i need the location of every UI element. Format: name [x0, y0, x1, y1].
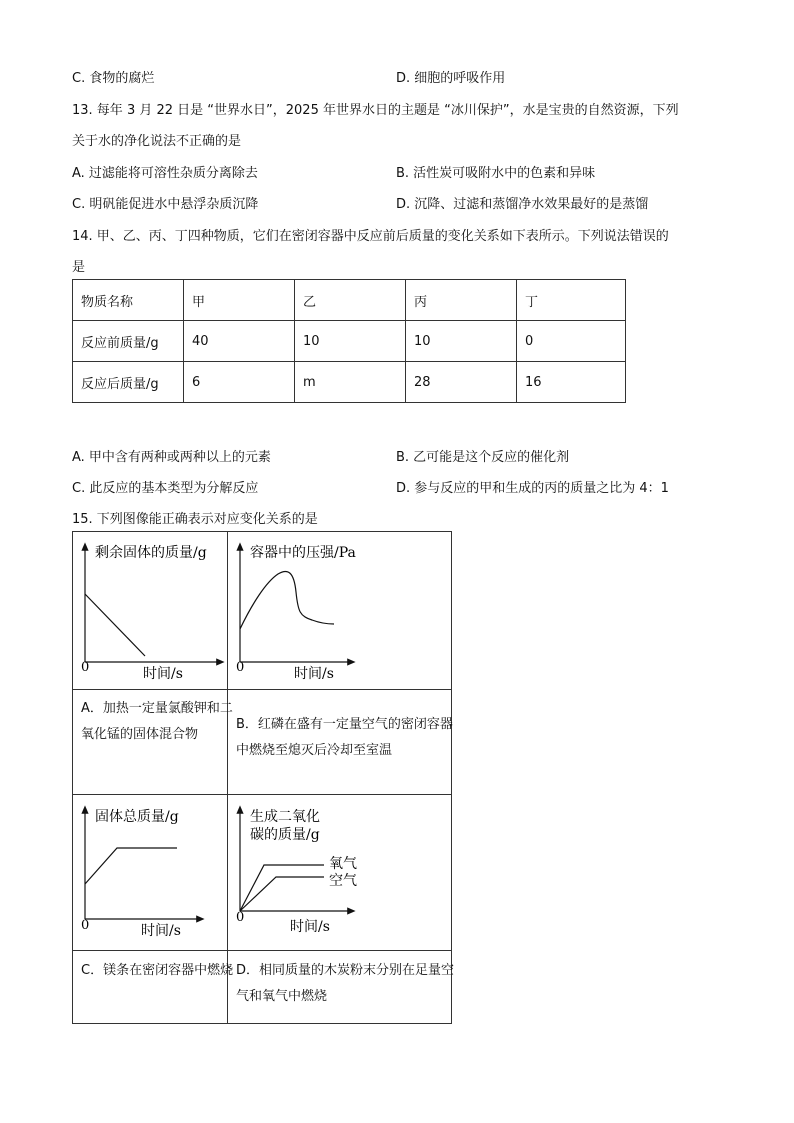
graph-d-line-oxygen [240, 865, 324, 911]
x-axis-label: 时间/s [290, 919, 330, 935]
table-cell: 丁 [517, 280, 626, 321]
graph-b [228, 532, 452, 689]
q13-option-b: B. 活性炭可吸附水中的色素和异味 [396, 166, 596, 181]
graph-d [228, 795, 452, 950]
q13-options-row1 [72, 162, 732, 186]
q14-option-b: B. 乙可能是这个反应的催化剂 [396, 450, 570, 465]
y-axis-label-line2: 碳的质量/g [250, 827, 320, 843]
x-axis-label: 时间/s [143, 666, 183, 682]
table-row [73, 362, 626, 403]
grid-divider [73, 689, 451, 690]
q13-stem-line2: 关于水的净化说法不正确的是 [72, 134, 242, 149]
graph-d-caption: D．相同质量的木炭粉末分别在足量空气和氧气中燃烧 [236, 963, 455, 1004]
series-label-oxygen: 氧气 [329, 856, 357, 872]
series-label-air: 空气 [329, 873, 357, 889]
origin-label: 0 [236, 660, 245, 675]
y-axis-label-line1: 生成二氧化 [250, 809, 320, 825]
q12-option-c: C. 食物的腐烂 [72, 71, 155, 86]
table-cell: 物质名称 [73, 280, 184, 321]
grid-divider [73, 950, 451, 951]
q14-options-row1 [72, 446, 732, 470]
q14-option-d: D. 参与反应的甲和生成的丙的质量之比为 4：1 [396, 481, 669, 496]
origin-label: 0 [236, 910, 245, 925]
q13-options-row2 [72, 193, 732, 217]
x-axis-label: 时间/s [141, 923, 181, 939]
table-row [73, 321, 626, 362]
q14-stem-line1: 14. 甲、乙、丙、丁四种物质，它们在密闭容器中反应前后质量的变化关系如下表所示。下列说法错误的 [72, 229, 669, 244]
q14-options-row2 [72, 477, 732, 501]
q13-option-a: A. 过滤能将可溶性杂质分离除去 [72, 166, 258, 181]
table-cell: 乙 [295, 280, 406, 321]
q14-option-c: C. 此反应的基本类型为分解反应 [72, 481, 259, 496]
table-cell: 丙 [406, 280, 517, 321]
y-axis-label: 剩余固体的质量/g [95, 545, 207, 561]
q13-option-d: D. 沉降、过滤和蒸馏净水效果最好的是蒸馏 [396, 197, 649, 212]
origin-label: 0 [81, 660, 90, 675]
table-cell: 28 [406, 362, 517, 403]
graph-c [73, 795, 227, 950]
table-cell: 甲 [184, 280, 295, 321]
table-cell: 40 [184, 321, 295, 362]
table-cell: 反应后质量/g [73, 362, 184, 403]
y-axis-label: 固体总质量/g [95, 809, 179, 825]
table-cell: m [295, 362, 406, 403]
q13-option-c: C. 明矾能促进水中悬浮杂质沉降 [72, 197, 259, 212]
graph-a [73, 532, 227, 689]
origin-label: 0 [81, 918, 90, 933]
table-row [73, 280, 626, 321]
mass-table [72, 279, 626, 403]
graph-a-line [85, 594, 145, 656]
table-cell: 10 [406, 321, 517, 362]
graph-c-caption: C．镁条在密闭容器中燃烧 [81, 963, 234, 978]
graph-d-line-air [240, 877, 324, 911]
table-cell: 0 [517, 321, 626, 362]
q14-option-a: A. 甲中含有两种或两种以上的元素 [72, 450, 271, 465]
q14-stem-line2: 是 [72, 260, 86, 275]
table-cell: 10 [295, 321, 406, 362]
graph-b-curve [240, 571, 334, 629]
q15-stem: 15. 下列图像能正确表示对应变化关系的是 [72, 512, 318, 527]
graph-a-caption: A．加热一定量氯酸钾和二氧化锰的固体混合物 [81, 701, 233, 742]
graph-b-caption: B．红磷在盛有一定量空气的密闭容器中燃烧至熄灭后冷却至室温 [236, 717, 453, 758]
table-cell: 6 [184, 362, 295, 403]
graph-grid [72, 531, 455, 1024]
x-axis-label: 时间/s [294, 666, 334, 682]
q12-options [72, 67, 732, 91]
table-cell: 反应前质量/g [73, 321, 184, 362]
y-axis-label: 容器中的压强/Pa [250, 545, 356, 561]
q12-option-d: D. 细胞的呼吸作用 [396, 71, 506, 86]
q13-stem-line1: 13. 每年 3 月 22 日是 “世界水日”，2025 年世界水日的主题是 “冰川保护”，水是宝贵的自然资源，下列 [72, 103, 679, 118]
graph-c-line [85, 848, 177, 884]
table-cell: 16 [517, 362, 626, 403]
